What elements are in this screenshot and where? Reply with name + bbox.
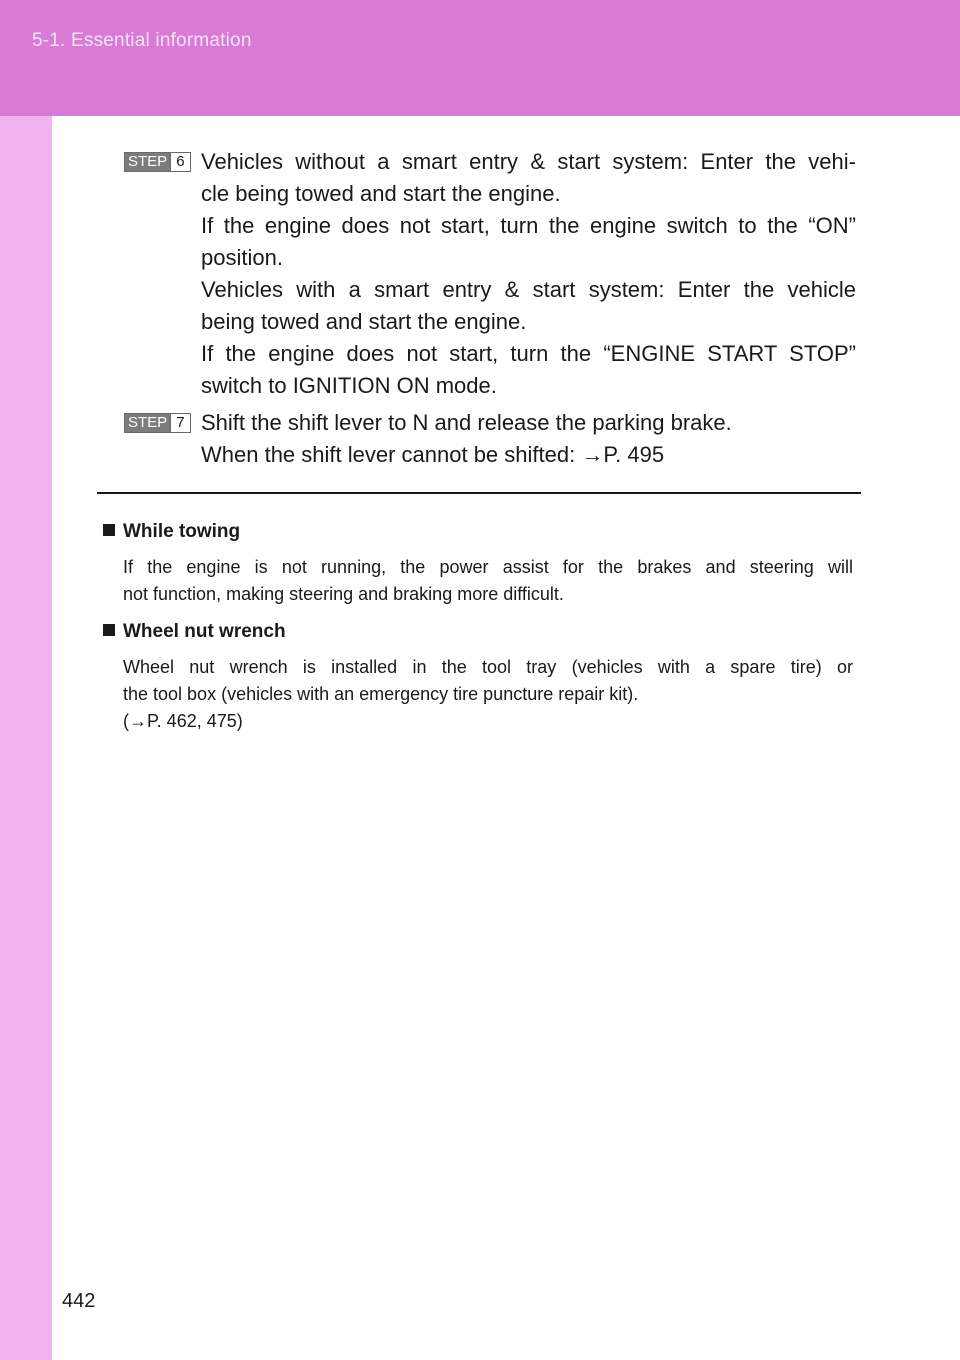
side-tab-strip (0, 116, 52, 1360)
note-heading (103, 620, 863, 644)
note-heading-text: Wheel nut wrench (123, 621, 286, 642)
note-body (123, 654, 853, 735)
step-text (201, 407, 856, 471)
section-divider (97, 492, 861, 494)
page-number: 442 (62, 1290, 96, 1312)
step-line: position. (201, 245, 283, 270)
note-line: If the engine is not running, the power assist for the brakes and steering will (123, 557, 853, 577)
note-line: the tool box (vehicles with an emergency tire puncture repair kit). (123, 684, 639, 704)
step-line: When the shift lever cannot be shifted: →P. 495 (201, 442, 665, 467)
bullet-square-icon (103, 624, 115, 636)
bullet-square-icon (103, 524, 115, 536)
step-badge-label: STEP (125, 153, 170, 171)
step-line: If the engine does not start, turn the “ENGINE START STOP” (201, 341, 856, 366)
note-line: not function, making steering and braking more difficult. (123, 584, 564, 604)
step-line: being towed and start the engine. (201, 309, 527, 334)
note-wheel-nut-wrench (103, 620, 863, 735)
step-text (201, 146, 856, 402)
note-body (123, 554, 853, 608)
section-header (0, 0, 960, 116)
step-line: If the engine does not start, turn the engine switch to the “ON” (201, 213, 856, 238)
note-heading (103, 520, 863, 544)
step-badge-label: STEP (125, 414, 170, 432)
step-line: Shift the shift lever to N and release the parking brake. (201, 410, 732, 435)
step-line: Vehicles with a smart entry & start system: Enter the vehicle (201, 277, 856, 302)
step-badge (124, 413, 191, 433)
step-line: Vehicles without a smart entry & start system: Enter the vehi- (201, 149, 856, 174)
note-heading-text: While towing (123, 521, 241, 542)
section-title: 5-1. Essential information (32, 30, 252, 51)
note-line: (→P. 462, 475) (123, 711, 243, 731)
step-badge (124, 152, 191, 172)
note-line: Wheel nut wrench is installed in the tool tray (vehicles with a spare tire) or (123, 657, 853, 677)
step-line: switch to IGNITION ON mode. (201, 373, 497, 398)
step-line: cle being towed and start the engine. (201, 181, 561, 206)
note-while-towing (103, 520, 863, 608)
step-badge-number: 7 (170, 414, 189, 432)
step-badge-number: 6 (170, 153, 189, 171)
